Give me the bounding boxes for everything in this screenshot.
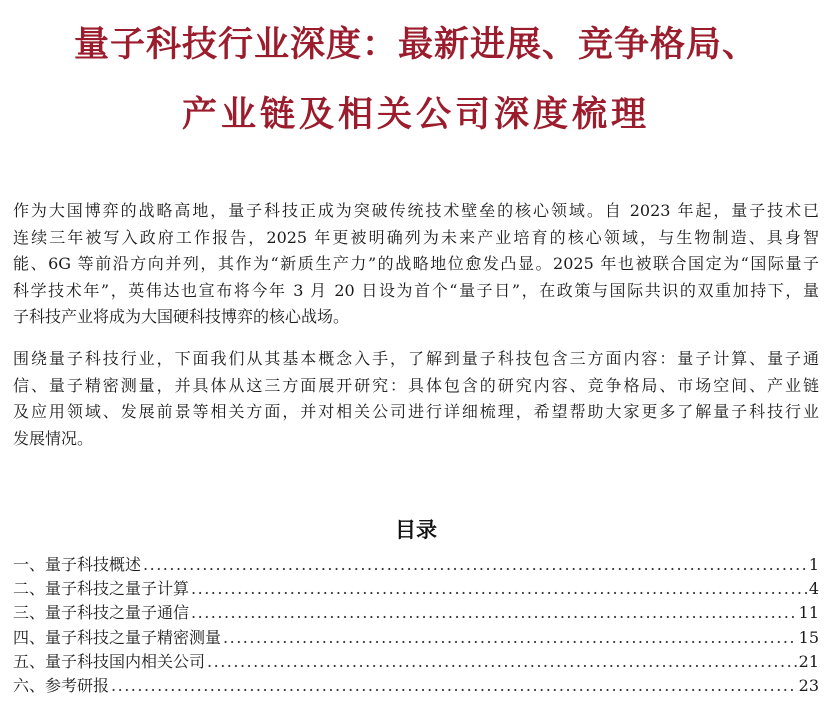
paragraph-line: 及应用领域、发展前景等相关方面，并对相关公司进行详细梳理，希望帮助大家更多了解量子科技行业 <box>13 402 819 421</box>
toc-entry-quantum-precision-measurement[interactable] <box>13 626 819 650</box>
toc-leader-dots <box>111 674 797 698</box>
toc-entry-label: 二、量子科技之量子计算 <box>13 579 190 599</box>
table-of-contents <box>13 553 819 698</box>
toc-entry-label: 四、量子科技之量子精密测量 <box>13 627 222 647</box>
toc-entry-label: 五、量子科技国内相关公司 <box>13 651 206 671</box>
toc-entry-label: 三、量子科技之量子通信 <box>13 603 190 623</box>
toc-leader-dots <box>207 650 797 674</box>
toc-heading: 目录 <box>395 517 437 542</box>
paragraph-line: 科学技术年”，英伟达也宣布将今年 3 月 20 日设为首个“量子日”，在政策与国际共识的双重加持下，量 <box>13 280 819 300</box>
paragraph-line: 发展情况。 <box>13 428 94 448</box>
toc-entry-label: 六、参考研报 <box>13 675 110 695</box>
toc-leader-dots <box>191 577 807 601</box>
toc-entry-domestic-companies[interactable] <box>13 650 819 674</box>
toc-entry-quantum-communication[interactable] <box>13 601 819 625</box>
toc-entry-reference-reports[interactable] <box>13 674 819 698</box>
toc-entry-page: 4 <box>808 579 819 599</box>
toc-leader-dots <box>143 553 807 577</box>
toc-entry-page: 15 <box>798 627 819 647</box>
toc-entry-page: 21 <box>798 651 819 671</box>
toc-leader-dots <box>223 626 797 650</box>
toc-entry-page: 1 <box>808 555 819 574</box>
paragraph-line: 作为大国博弈的战略高地，量子科技正成为突破传统技术壁垒的核心领域。自 2023 年起，量子技术已 <box>13 201 819 220</box>
document-title-line-2: 产业链及相关公司深度梳理 <box>181 95 650 135</box>
toc-entry-page: 11 <box>798 603 819 623</box>
paragraph-line: 连续三年被写入政府工作报告，2025 年更被明确列为未来产业培育的核心领域，与生物制造、具身智 <box>13 227 819 247</box>
paragraph-line: 子科技产业将成为大国硬科技博弈的核心战场。 <box>13 307 350 326</box>
paragraph-line: 能、6G 等前沿方向并列，其作为“新质生产力”的战略地位愈发凸显。2025 年也被联合国定为“国际量子 <box>13 254 819 273</box>
toc-entry-quantum-computing[interactable] <box>13 577 819 601</box>
toc-leader-dots <box>191 601 797 625</box>
toc-entry-label: 一、量子科技概述 <box>13 555 142 574</box>
toc-entry-page: 23 <box>798 675 819 695</box>
toc-entry-overview[interactable] <box>13 553 819 577</box>
paragraph-line: 信、量子精密测量，并具体从这三方面展开研究：具体包含的研究内容、竞争格局、市场空间、产业链 <box>13 375 819 395</box>
paragraph-line: 围绕量子科技行业，下面我们从其基本概念入手，了解到量子科技包含三方面内容：量子计算、量子通 <box>13 349 819 368</box>
intro-paragraph-2 <box>13 346 819 452</box>
intro-paragraph-1 <box>13 198 819 331</box>
document-title-line-1: 量子科技行业深度：最新进展、竞争格局、 <box>73 25 758 65</box>
